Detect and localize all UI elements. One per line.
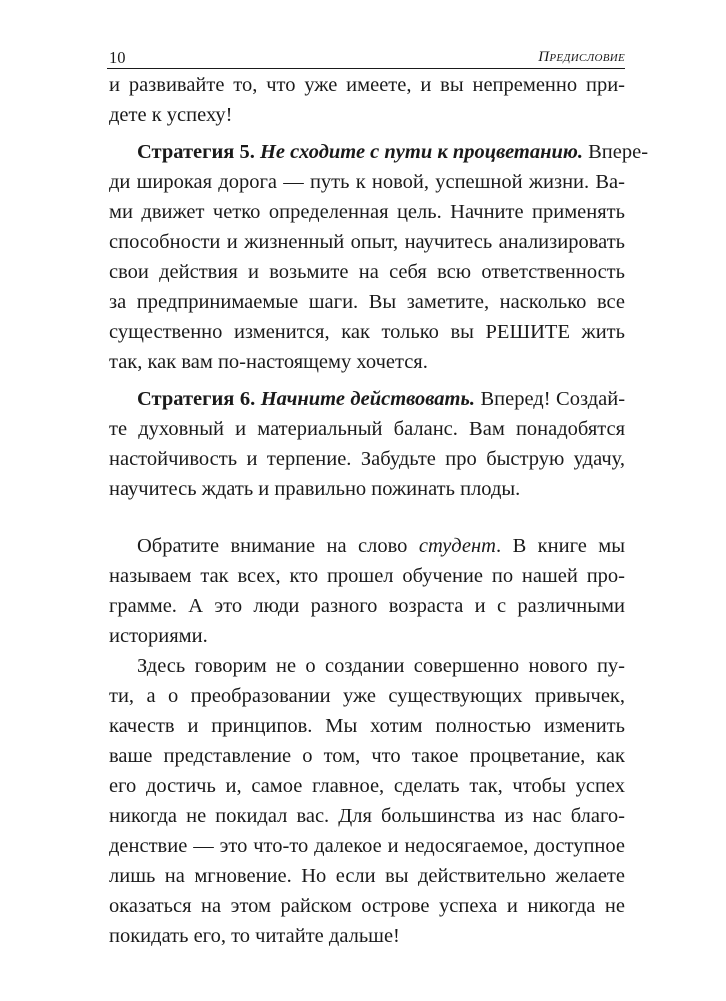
text-line: покидать его, то читайте дальше! xyxy=(109,925,400,947)
text-line: те духовный и материальный баланс. Вам понадобятся xyxy=(109,418,625,440)
text-line: так, как вам по-настоящему хочется. xyxy=(109,351,428,373)
text-line: оказаться на этом райском острове успеха и никогда не xyxy=(109,895,625,917)
text-line: ти, а о преобразовании уже существующих привычек, xyxy=(109,685,625,707)
strategy-5-heading xyxy=(137,137,649,167)
text-line: научитесь ждать и правильно пожинать плоды. xyxy=(109,478,521,500)
page-number: 10 xyxy=(109,48,126,67)
text-line: и развивайте то, что уже имеете, и вы непременно при- xyxy=(109,74,625,96)
text-line: историями. xyxy=(109,625,208,647)
text-fragment: Обратите внимание на слово xyxy=(137,535,408,557)
strategy-5-title: Не сходите с пути к процветанию. xyxy=(259,141,583,163)
text-line: ми движет четко определенная цель. Начните применять xyxy=(109,201,625,223)
text-fragment: . В книге мы xyxy=(496,535,626,557)
strategy-6-heading xyxy=(137,384,625,414)
text-line: существенно изменится, как только вы РЕШИТЕ жить xyxy=(109,321,625,343)
text-line: денствие — это что-то далекое и недосягаемое, доступное xyxy=(109,835,625,857)
text-line: его достичь и, самое главное, сделать так, чтобы успех xyxy=(109,775,625,797)
text-line: ди широкая дорога — путь к новой, успешной жизни. Ва- xyxy=(109,171,625,193)
text-line: лишь на мгновение. Но если вы действительно желаете xyxy=(109,865,625,887)
text-line: за предпринимаемые шаги. Вы заметите, насколько все xyxy=(109,291,625,313)
text-line: называем так всех, кто прошел обучение по нашей про- xyxy=(109,565,625,587)
text-line: ваше представление о том, что такое процветание, как xyxy=(109,745,625,767)
text-line: Здесь говорим не о создании совершенно нового пу- xyxy=(137,655,625,677)
text-line: никогда не покидал вас. Для большинства из нас благо- xyxy=(109,805,625,827)
paragraph-1-first-line xyxy=(137,531,625,561)
emphasis-student: студент xyxy=(418,535,496,557)
text-line: дете к успеху! xyxy=(109,104,233,126)
text-line: свои действия и возьмите на себя всю ответственность xyxy=(109,261,625,283)
running-header xyxy=(107,42,625,69)
strategy-6-label: Стратегия 6. xyxy=(137,388,256,410)
text-line: грамме. А это люди разного возраста и с различными xyxy=(109,595,625,617)
text-fragment: Впере- xyxy=(588,141,649,163)
text-fragment: Вперед! Создай- xyxy=(480,388,626,410)
text-line: настойчивость и терпение. Забудьте про быструю удачу, xyxy=(109,448,625,470)
text-line: способности и жизненный опыт, научитесь анализировать xyxy=(109,231,625,253)
running-title: Предисловие xyxy=(538,49,625,65)
strategy-5-label: Стратегия 5. xyxy=(137,141,255,163)
text-line: качеств и принципов. Мы хотим полностью изменить xyxy=(109,715,625,737)
strategy-6-title: Начните действовать. xyxy=(260,388,475,410)
